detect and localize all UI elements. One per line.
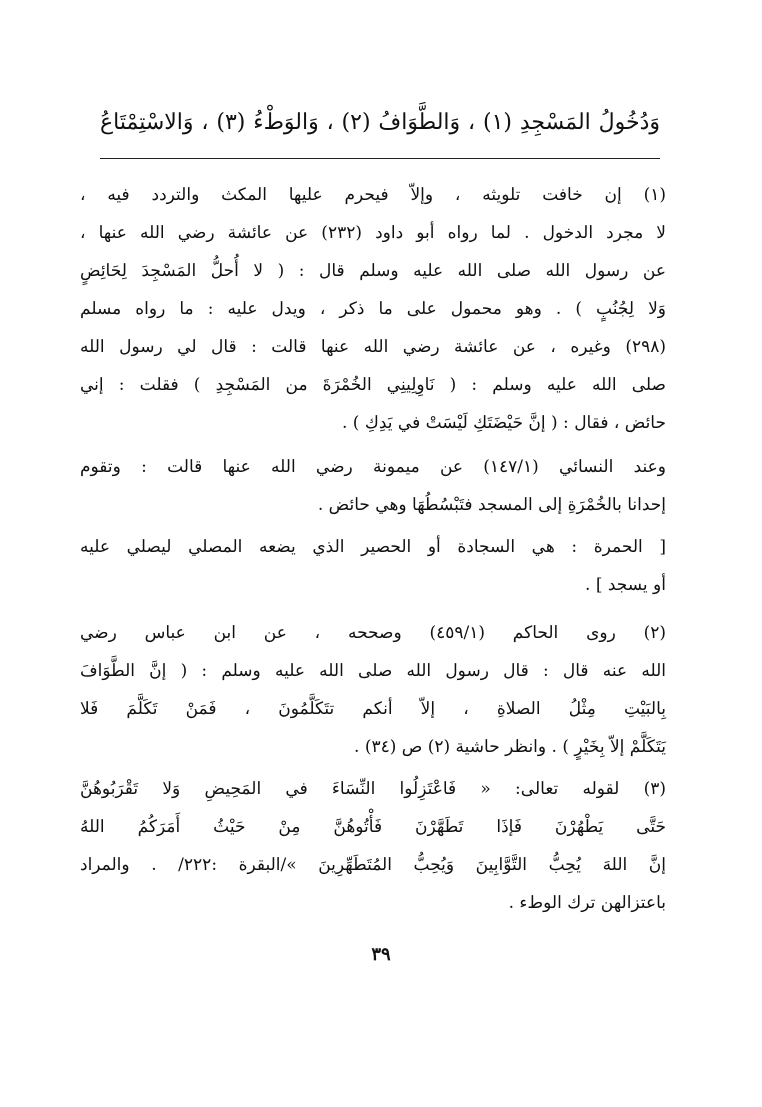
footnote-line: يَتَكَلَّمْ إلاّ بِخَيْرٍ ) . وانظر حاشية (٢) ص (٣٤) . <box>354 737 666 757</box>
footnote-line: حائض ، فقال : ( إنَّ حَيْضَتَكِ لَيْسَتْ في يَدِكِ ) . <box>341 413 666 433</box>
footnote-line: باعتزالهن ترك الوطء . <box>508 893 666 913</box>
footnote-line: (١) إن خافت تلويثه ، وإلاّ فيحرم عليها المكث والتردد فيه ، <box>80 185 666 205</box>
footnote-line: الله عنه قال : قال رسول الله صلى الله عليه وسلم : ( إنَّ الطَّوَافَ <box>80 661 666 681</box>
footnote-line: أو يسجد ] . <box>585 575 666 595</box>
footnote-1 <box>80 176 666 442</box>
footnote-line: إنَّ اللهَ يُحِبُّ التَّوَّابِينَ وَيُحِبُّ المُتَطَهِّرِينَ »/البقرة :٢٢٢/ . والمراد <box>80 855 666 875</box>
footnote-line: لا مجرد الدخول . لما رواه أبو داود (٢٣٢) عن عائشة رضي الله عنها ، <box>80 223 666 243</box>
footnote-line: (٣) لقوله تعالى: « فَاعْتَزِلُوا النِّسَاءَ في المَحِيضِ وَلا تَقْرَبُوهُنَّ <box>80 779 666 799</box>
footnote-line: (٢) روى الحاكم (٤٥٩/١) وصححه ، عن ابن عباس رضي <box>80 623 666 643</box>
footnote-line: عن رسول الله صلى الله عليه وسلم قال : ( لا أُحلُّ المَسْجِدَ لِحَائِضٍ <box>80 261 666 281</box>
footnote-line: حَتَّى يَطْهُرْنَ فَإذَا تَطَهَّرْنَ فَأْتُوهُنَّ مِنْ حَيْثُ أَمَرَكُمُ اللهُ <box>80 817 666 837</box>
page-number: ٣٩ <box>371 944 391 965</box>
footnote-1-nasai <box>80 448 666 524</box>
footnote-2 <box>80 614 666 766</box>
footnote-1-definition <box>80 528 666 604</box>
footnote-line: بِالبَيْتِ مِثْلُ الصلاةِ ، إلاّ أنكم تتَكَلَّمُونَ ، فَمَنْ تَكَلَّمَ فَلا <box>80 699 666 719</box>
footnote-line: [ الحمرة : هي السجادة أو الحصير الذي يضعه المصلي ليصلي عليه <box>80 537 666 557</box>
footnote-line: وَلا لِجُنُبٍ ) . وهو محمول على ما ذكر ، ويدل عليه : ما رواه مسلم <box>80 299 666 319</box>
footnote-3 <box>80 770 666 922</box>
main-text-line: وَدُخُولُ المَسْجِدِ (١) ، وَالطَّوَافُ (٢) ، وَالوَطْءُ (٣) ، وَالاسْتِمْتَاعُ <box>100 110 660 135</box>
footnote-line: صلى الله عليه وسلم : ( نَاوِلِينِي الخُمْرَةَ من المَسْجِدِ ) فقلت : إني <box>80 375 666 395</box>
footnote-line: وعند النسائي (١٤٧/١) عن ميمونة رضي الله عنها قالت : وتقوم <box>80 457 666 477</box>
footnote-line: إحدانا بالخُمْرَةِ إلى المسجد فتَبْسُطُهَا وهي حائض . <box>317 495 666 515</box>
footnote-line: (٢٩٨) وغيره ، عن عائشة رضي الله عنها قالت : قال لي رسول الله <box>80 337 666 357</box>
footnote-separator <box>100 158 660 159</box>
